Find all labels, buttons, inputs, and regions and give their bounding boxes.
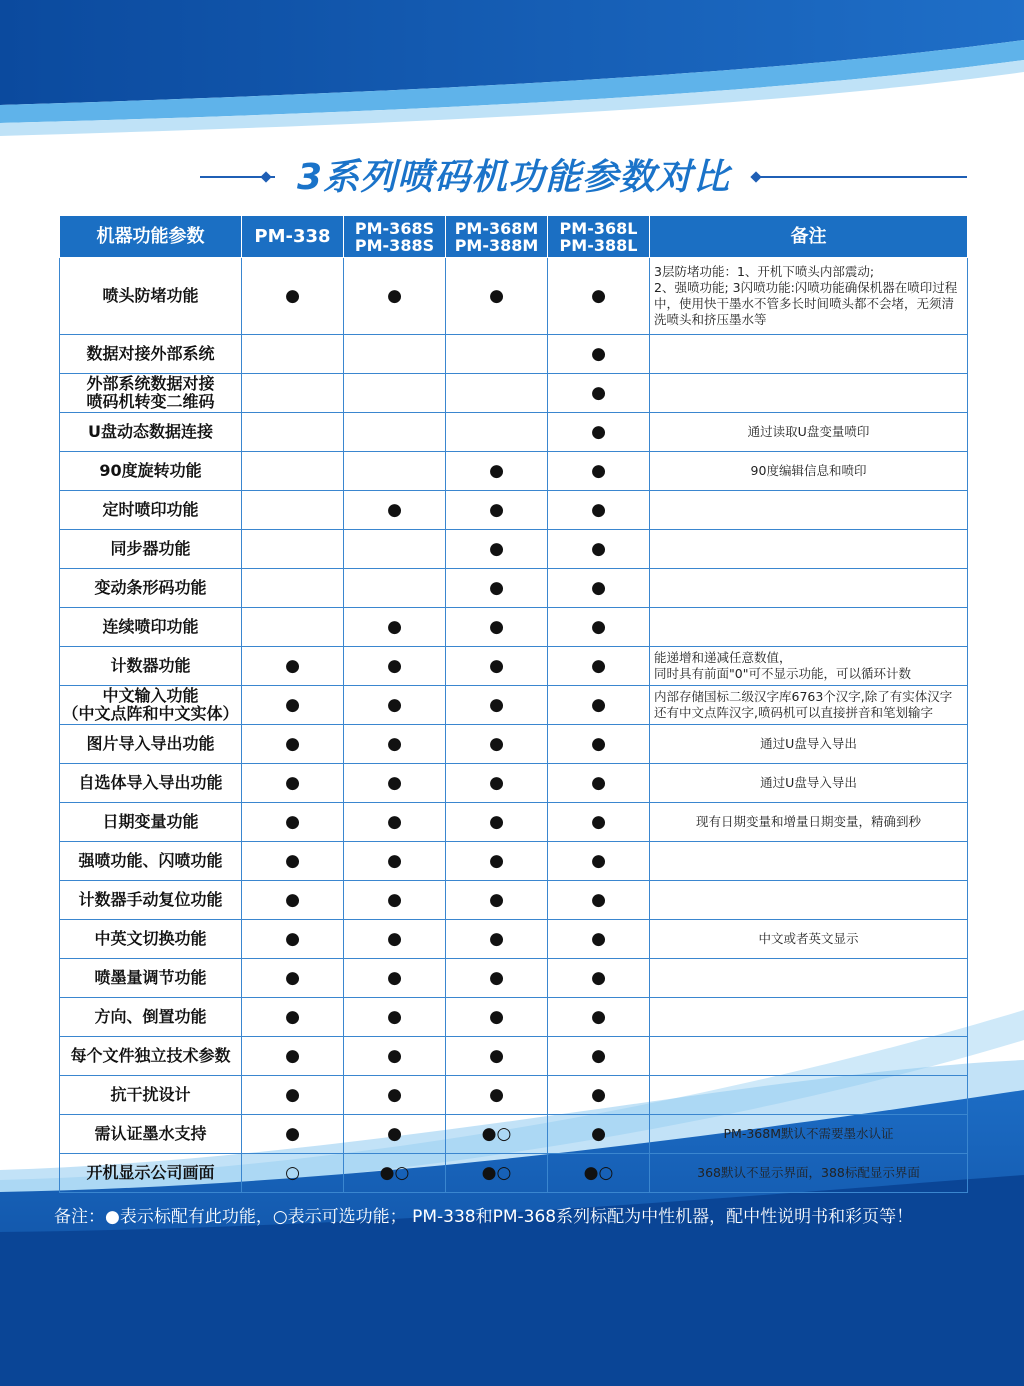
- availability-mark: [242, 491, 344, 530]
- availability-mark: ●: [446, 452, 548, 491]
- note-cell: [650, 491, 968, 530]
- feature-cell: [60, 452, 242, 491]
- availability-mark: ●○: [344, 1154, 446, 1193]
- feature-cell: [60, 647, 242, 686]
- header-pm338-label: PM-338: [254, 225, 331, 247]
- feature-cell: [60, 258, 242, 335]
- page-title: 3系列喷码机功能参数对比: [296, 157, 731, 198]
- table-row: [60, 1154, 968, 1193]
- table-row: [60, 881, 968, 920]
- availability-mark: ●: [344, 1037, 446, 1076]
- feature-label: 计数器手动复位功能: [78, 890, 223, 909]
- feature-cell: [60, 725, 242, 764]
- availability-mark: ●: [446, 881, 548, 920]
- availability-mark: ●: [242, 647, 344, 686]
- feature-label: 强喷功能、闪喷功能: [78, 851, 223, 870]
- availability-mark: [344, 530, 446, 569]
- header-pm368s: [344, 216, 446, 258]
- availability-mark: ●: [548, 452, 650, 491]
- header-pm368l: [548, 216, 650, 258]
- feature-label: 自选体导入导出功能: [78, 773, 223, 792]
- availability-mark: ●: [548, 803, 650, 842]
- feature-label: 90度旋转功能: [99, 461, 202, 480]
- note-cell: [650, 881, 968, 920]
- availability-mark: ●: [548, 1037, 650, 1076]
- availability-mark: ●: [344, 920, 446, 959]
- header-pm368m: [446, 216, 548, 258]
- availability-mark: ●: [548, 530, 650, 569]
- availability-mark: ●: [446, 725, 548, 764]
- feature-cell: [60, 1037, 242, 1076]
- availability-mark: [446, 374, 548, 413]
- availability-mark: ●: [548, 998, 650, 1037]
- feature-label: 开机显示公司画面: [86, 1163, 215, 1182]
- note-cell: 内部存储国标二级汉字库6763个汉字,除了有实体汉字还有中文点阵汉字,喷码机可以直接拼音和笔划输字: [650, 686, 968, 725]
- availability-mark: ●: [548, 920, 650, 959]
- table-row: [60, 491, 968, 530]
- feature-label: 同步器功能: [110, 539, 191, 558]
- availability-mark: [344, 452, 446, 491]
- feature-cell: [60, 608, 242, 647]
- availability-mark: ●○: [548, 1154, 650, 1193]
- table-row: [60, 569, 968, 608]
- table-row: [60, 258, 968, 335]
- feature-label: 中英文切换功能: [94, 929, 207, 948]
- availability-mark: ●: [344, 1115, 446, 1154]
- availability-mark: ●: [242, 920, 344, 959]
- availability-mark: ●: [446, 764, 548, 803]
- table-body: [60, 258, 968, 1193]
- table-row: [60, 647, 968, 686]
- feature-label: 数据对接外部系统: [86, 344, 215, 363]
- availability-mark: ●: [446, 959, 548, 998]
- availability-mark: ●: [446, 1076, 548, 1115]
- availability-mark: ●: [344, 842, 446, 881]
- header-notes: [650, 216, 968, 258]
- availability-mark: [344, 374, 446, 413]
- feature-label: 喷墨量调节功能: [94, 968, 207, 987]
- header-line2: PM-388L: [559, 235, 638, 255]
- availability-mark: ●: [242, 803, 344, 842]
- feature-label: 计数器功能: [110, 656, 191, 675]
- table-row: [60, 1115, 968, 1154]
- availability-mark: ●: [446, 530, 548, 569]
- note-cell: 3层防堵功能：1、开机下喷头内部震动; 2、强喷功能; 3闪喷功能:闪喷功能确保机器在喷印过程中，使用快干墨水不管多长时间喷头都不会堵，无须清洗喷头和挤压墨水等: [650, 258, 968, 335]
- feature-cell: [60, 335, 242, 374]
- availability-mark: ●: [446, 569, 548, 608]
- availability-mark: ●: [446, 1037, 548, 1076]
- header-line1: PM-368M: [454, 218, 539, 238]
- table-row: [60, 1037, 968, 1076]
- availability-mark: ●: [548, 725, 650, 764]
- feature-label: 中文输入功能: [102, 686, 199, 705]
- availability-mark: ●: [242, 725, 344, 764]
- footer-legend-note: 备注：●表示标配有此功能，○表示可选功能； PM-338和PM-368系列标配为中性机器，配中性说明书和彩页等！: [54, 1207, 914, 1227]
- availability-mark: [242, 413, 344, 452]
- note-cell: 现有日期变量和增量日期变量，精确到秒: [650, 803, 968, 842]
- availability-mark: [344, 569, 446, 608]
- note-cell: 368默认不显示界面，388标配显示界面: [650, 1154, 968, 1193]
- table-row: [60, 920, 968, 959]
- availability-mark: ●: [242, 959, 344, 998]
- feature-label: 变动条形码功能: [94, 578, 207, 597]
- feature-label: 图片导入导出功能: [86, 734, 215, 753]
- availability-mark: ●: [242, 881, 344, 920]
- availability-mark: ●: [446, 258, 548, 335]
- feature-cell: [60, 1115, 242, 1154]
- availability-mark: ●: [242, 764, 344, 803]
- availability-mark: [242, 530, 344, 569]
- note-cell: [650, 335, 968, 374]
- availability-mark: [344, 335, 446, 374]
- availability-mark: ●: [548, 1076, 650, 1115]
- feature-cell: [60, 569, 242, 608]
- availability-mark: [242, 335, 344, 374]
- table-header-row: [60, 216, 968, 258]
- feature-label: 定时喷印功能: [102, 500, 199, 519]
- availability-mark: ●: [548, 413, 650, 452]
- availability-mark: ●: [548, 686, 650, 725]
- feature-label: U盘动态数据连接: [88, 422, 213, 441]
- note-cell: 90度编辑信息和喷印: [650, 452, 968, 491]
- availability-mark: ●: [548, 647, 650, 686]
- table-row: [60, 764, 968, 803]
- availability-mark: ●: [344, 998, 446, 1037]
- title-row: [0, 152, 1024, 204]
- table-row: [60, 530, 968, 569]
- feature-label-line2: （中文点阵和中文实体）: [62, 704, 239, 723]
- header-line1: PM-368L: [559, 218, 638, 238]
- note-cell: [650, 959, 968, 998]
- feature-label-line2: 喷码机转变二维码: [86, 392, 215, 411]
- note-cell: 中文或者英文显示: [650, 920, 968, 959]
- table-row: [60, 335, 968, 374]
- feature-label: 每个文件独立技术参数: [70, 1046, 231, 1065]
- feature-cell: [60, 413, 242, 452]
- availability-mark: ●: [446, 920, 548, 959]
- note-cell: [650, 1037, 968, 1076]
- availability-mark: [242, 569, 344, 608]
- availability-mark: ●: [344, 491, 446, 530]
- availability-mark: ●: [548, 569, 650, 608]
- feature-cell: [60, 491, 242, 530]
- table-row: [60, 803, 968, 842]
- feature-cell: [60, 764, 242, 803]
- availability-mark: ●: [446, 608, 548, 647]
- availability-mark: ●: [548, 959, 650, 998]
- feature-cell: [60, 686, 242, 725]
- availability-mark: ●: [548, 608, 650, 647]
- availability-mark: ●: [548, 258, 650, 335]
- table-row: [60, 725, 968, 764]
- table-row: [60, 1076, 968, 1115]
- availability-mark: ●: [344, 608, 446, 647]
- availability-mark: ●: [446, 803, 548, 842]
- title-diamond-left-icon: [260, 171, 271, 182]
- note-cell: 能递增和递减任意数值， 同时具有前面"0"可不显示功能，可以循环计数: [650, 647, 968, 686]
- availability-mark: [242, 452, 344, 491]
- availability-mark: [446, 413, 548, 452]
- availability-mark: ●: [446, 491, 548, 530]
- availability-mark: ○: [242, 1154, 344, 1193]
- note-cell: 通过读取U盘变量喷印: [650, 413, 968, 452]
- table-row: [60, 842, 968, 881]
- feature-label: 抗干扰设计: [110, 1085, 191, 1104]
- note-cell: [650, 1076, 968, 1115]
- availability-mark: ●: [548, 491, 650, 530]
- note-cell: [650, 608, 968, 647]
- note-cell: 通过U盘导入导出: [650, 764, 968, 803]
- note-cell: [650, 998, 968, 1037]
- header-line2: PM-388S: [354, 235, 435, 255]
- availability-mark: [242, 374, 344, 413]
- header-feature: [60, 216, 242, 258]
- header-line1: PM-368S: [354, 218, 435, 238]
- feature-label: 喷头防堵功能: [102, 286, 199, 305]
- availability-mark: ●: [242, 842, 344, 881]
- feature-cell: [60, 1154, 242, 1193]
- feature-cell: [60, 842, 242, 881]
- availability-mark: ●: [242, 1115, 344, 1154]
- feature-cell: [60, 374, 242, 413]
- availability-mark: ●: [242, 1076, 344, 1115]
- availability-mark: ●: [446, 647, 548, 686]
- availability-mark: ●: [344, 725, 446, 764]
- availability-mark: [446, 335, 548, 374]
- feature-label: 日期变量功能: [102, 812, 199, 831]
- note-cell: [650, 842, 968, 881]
- feature-cell: [60, 1076, 242, 1115]
- feature-cell: [60, 998, 242, 1037]
- note-cell: PM-368M默认不需要墨水认证: [650, 1115, 968, 1154]
- note-cell: [650, 374, 968, 413]
- availability-mark: ●: [242, 686, 344, 725]
- availability-mark: ●: [344, 258, 446, 335]
- table-row: [60, 998, 968, 1037]
- table-row: [60, 959, 968, 998]
- availability-mark: [242, 608, 344, 647]
- availability-mark: ●○: [446, 1154, 548, 1193]
- table-row: [60, 413, 968, 452]
- availability-mark: ●: [242, 1037, 344, 1076]
- note-cell: 通过U盘导入导出: [650, 725, 968, 764]
- feature-cell: [60, 959, 242, 998]
- feature-label: 方向、倒置功能: [94, 1007, 207, 1026]
- feature-cell: [60, 881, 242, 920]
- availability-mark: ●: [548, 374, 650, 413]
- note-cell: [650, 569, 968, 608]
- availability-mark: ●: [548, 842, 650, 881]
- availability-mark: ●: [548, 881, 650, 920]
- feature-label: 需认证墨水支持: [94, 1124, 207, 1143]
- availability-mark: ●: [242, 258, 344, 335]
- title-rule-right: [752, 176, 967, 178]
- availability-mark: ●: [344, 803, 446, 842]
- note-cell: [650, 530, 968, 569]
- header-pm338: [242, 216, 344, 258]
- availability-mark: [344, 413, 446, 452]
- comparison-table: [59, 215, 968, 1193]
- table-row: [60, 452, 968, 491]
- feature-label: 连续喷印功能: [102, 617, 199, 636]
- header-line2: PM-388M: [454, 235, 539, 255]
- feature-cell: [60, 530, 242, 569]
- availability-mark: ●: [344, 686, 446, 725]
- availability-mark: ●: [548, 764, 650, 803]
- availability-mark: ●○: [446, 1115, 548, 1154]
- header-feature-label: 机器功能参数: [96, 225, 205, 247]
- feature-label: 外部系统数据对接: [86, 374, 215, 393]
- feature-cell: [60, 920, 242, 959]
- availability-mark: ●: [344, 1076, 446, 1115]
- availability-mark: ●: [548, 1115, 650, 1154]
- availability-mark: ●: [344, 959, 446, 998]
- availability-mark: ●: [242, 998, 344, 1037]
- availability-mark: ●: [344, 764, 446, 803]
- availability-mark: ●: [446, 842, 548, 881]
- availability-mark: ●: [446, 686, 548, 725]
- availability-mark: ●: [548, 335, 650, 374]
- table-row: [60, 686, 968, 725]
- table-row: [60, 608, 968, 647]
- table-row: [60, 374, 968, 413]
- header-notes-label: 备注: [790, 225, 827, 247]
- availability-mark: ●: [344, 881, 446, 920]
- feature-cell: [60, 803, 242, 842]
- availability-mark: ●: [344, 647, 446, 686]
- availability-mark: ●: [446, 998, 548, 1037]
